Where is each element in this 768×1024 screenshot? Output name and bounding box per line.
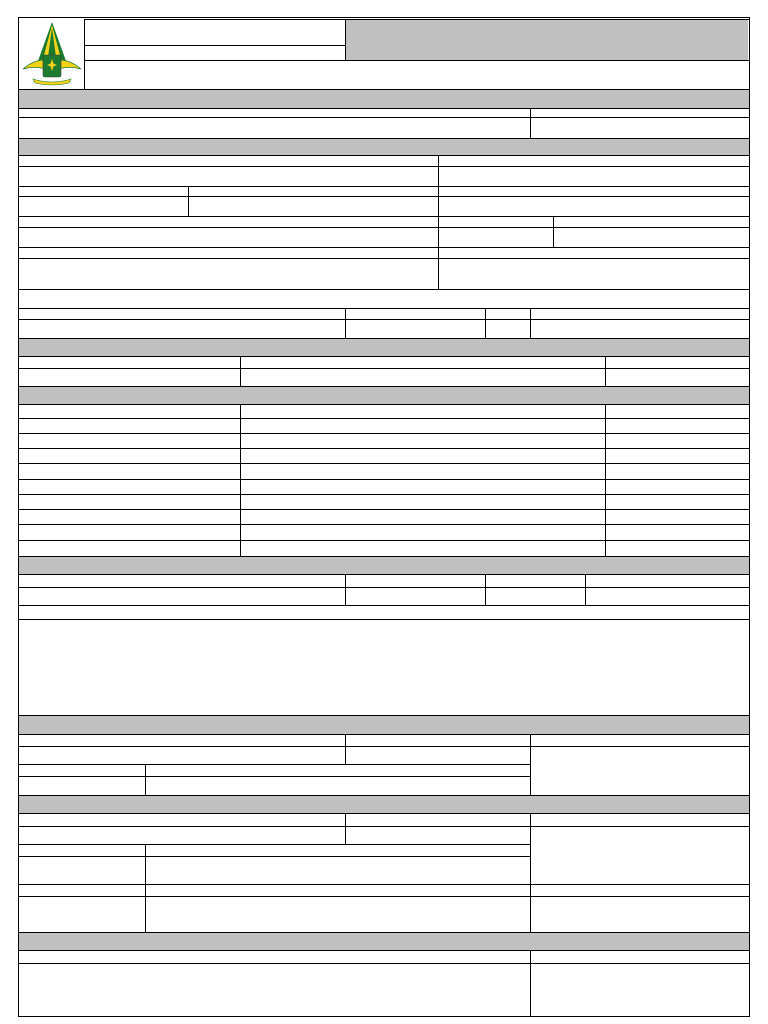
section-header-band-6 xyxy=(19,716,749,734)
form-rule xyxy=(18,404,749,405)
form-rule xyxy=(145,764,146,795)
form-rule xyxy=(18,138,749,139)
form-rule xyxy=(188,186,189,216)
form-rule xyxy=(18,826,749,827)
form-rule xyxy=(18,463,749,464)
form-rule xyxy=(18,338,749,339)
form-rule xyxy=(553,216,554,247)
form-rule xyxy=(18,619,749,620)
form-rule xyxy=(18,186,749,187)
form-rule xyxy=(18,117,749,118)
form-rule xyxy=(485,574,486,605)
form-rule xyxy=(438,155,439,289)
form-rule xyxy=(345,734,346,764)
form-rule xyxy=(18,368,749,369)
form-rule xyxy=(18,963,749,964)
form-rule xyxy=(530,734,531,795)
section-header-band-2 xyxy=(19,139,749,155)
form-rule xyxy=(84,19,749,20)
form-rule xyxy=(345,308,346,338)
form-rule xyxy=(18,418,749,419)
form-rule xyxy=(18,258,749,259)
form-rule xyxy=(18,479,749,480)
form-rule xyxy=(18,734,749,735)
form-rule xyxy=(18,494,749,495)
form-rule xyxy=(18,524,749,525)
form-rule xyxy=(18,776,530,777)
section-header-band-4 xyxy=(19,387,749,404)
form-rule xyxy=(18,587,749,588)
form-rule xyxy=(345,574,346,605)
form-rule xyxy=(18,308,749,309)
form-rule xyxy=(18,289,749,290)
form-rule xyxy=(84,19,85,89)
form-rule xyxy=(18,856,530,857)
section-header-band-8 xyxy=(19,933,749,950)
form-rule xyxy=(530,813,531,932)
form-rule xyxy=(18,764,530,765)
form-rule xyxy=(18,247,749,248)
form-rule xyxy=(605,356,606,386)
form-border-bottom xyxy=(18,1016,750,1017)
form-rule xyxy=(605,404,606,556)
form-rule xyxy=(18,509,749,510)
form-rule xyxy=(530,950,531,1016)
form-rule xyxy=(145,844,146,932)
form-rule xyxy=(18,108,749,109)
form-rule xyxy=(18,950,749,951)
form-rule xyxy=(18,813,749,814)
form-rule xyxy=(585,574,586,605)
form-rule xyxy=(18,448,749,449)
form-rule xyxy=(18,746,749,747)
section-header-band-7 xyxy=(19,796,749,813)
form-rule xyxy=(18,795,749,796)
form-rule xyxy=(18,227,749,228)
form-rule xyxy=(18,356,749,357)
form-border-top xyxy=(18,17,750,18)
form-rule xyxy=(18,216,749,217)
form-rule xyxy=(18,433,749,434)
form-rule xyxy=(18,166,749,167)
form-rule xyxy=(345,813,346,844)
form-rule xyxy=(18,605,749,606)
form-rule xyxy=(18,715,749,716)
form-rule xyxy=(18,574,749,575)
form-rule xyxy=(240,404,241,556)
form-rule xyxy=(18,319,749,320)
form-rule xyxy=(530,308,531,338)
coat-of-arms-logo xyxy=(21,21,83,87)
form-rule xyxy=(345,19,346,60)
header-title-block xyxy=(345,19,748,60)
form-rule xyxy=(84,60,749,61)
section-header-band-1 xyxy=(19,90,749,108)
form-rule xyxy=(18,884,749,885)
form-rule xyxy=(18,932,749,933)
form-rule xyxy=(18,556,749,557)
section-header-band-3 xyxy=(19,339,749,356)
form-border-right xyxy=(749,17,750,1016)
form-rule xyxy=(18,196,749,197)
form-rule xyxy=(240,356,241,386)
form-rule xyxy=(18,844,530,845)
form-rule xyxy=(18,386,749,387)
form-rule xyxy=(84,45,345,46)
form-rule xyxy=(485,308,486,338)
form-rule xyxy=(530,108,531,138)
form-rule xyxy=(18,540,749,541)
form-rule xyxy=(18,896,749,897)
form-rule xyxy=(18,89,749,90)
form-rule xyxy=(18,155,749,156)
section-header-band-5 xyxy=(19,557,749,574)
